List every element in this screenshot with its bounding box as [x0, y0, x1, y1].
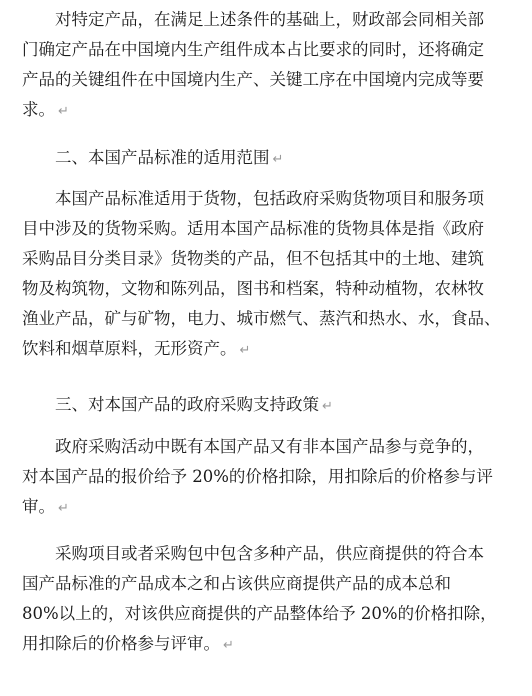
- text-line: 目中涉及的货物采购。适用本国产品标准的货物具体是指《政府: [22, 219, 484, 238]
- section-heading-scope: [22, 143, 510, 175]
- text-line: 用扣除后的价格参与评审。: [22, 634, 220, 653]
- paragraph-mark-icon: ↵: [239, 343, 251, 358]
- paragraph-mark-icon: ↵: [272, 152, 284, 167]
- text-line: 80%以上的，对该供应商提供的产品整体给予 20%的价格扣除，: [22, 604, 497, 623]
- text-line: 求。: [22, 100, 55, 119]
- heading-text: 三、对本国产品的政府采购支持政策: [55, 395, 319, 414]
- text-line: 采购项目或者采购包中包含多种产品，供应商提供的符合本: [55, 544, 484, 563]
- paragraph-scope-detail: [22, 184, 510, 366]
- text-line: 审。: [22, 497, 55, 516]
- section-heading-policy: [22, 390, 510, 422]
- paragraph-price-deduction: [22, 432, 510, 524]
- text-line: 门确定产品在中国境内生产组件成本占比要求的同时，还将确定: [22, 40, 484, 59]
- text-line: 对本国产品的报价给予 20%的价格扣除，用扣除后的价格参与评: [22, 467, 493, 486]
- paragraph-mark-icon: ↵: [58, 501, 69, 516]
- paragraph-multiple-products: [22, 539, 510, 661]
- text-line: 物及构筑物，文物和陈列品，图书和档案，特种动植物，农林牧: [22, 279, 484, 298]
- paragraph-mark-icon: ↵: [58, 104, 69, 119]
- text-line: 采购品目分类目录》货物类的产品，但不包括其中的土地、建筑: [22, 249, 484, 268]
- text-line: 饮料和烟草原料，无形资产。: [22, 339, 237, 358]
- text-line: 国产品标准的产品成本之和占该供应商提供产品的成本总和: [22, 574, 451, 593]
- text-line: 政府采购活动中既有本国产品又有非本国产品参与竞争的，: [55, 437, 484, 456]
- text-line: 渔业产品，矿与矿物，电力、城市燃气、蒸汽和热水、水，食品、: [22, 309, 501, 328]
- paragraph-mark-icon: ↵: [223, 638, 234, 653]
- paragraph-specific-products: [22, 5, 510, 127]
- text-line: 本国产品标准适用于货物，包括政府采购货物项目和服务项: [55, 189, 484, 208]
- text-line: 对特定产品，在满足上述条件的基础上，财政部会同相关部: [55, 10, 484, 29]
- text-line: 产品的关键组件在中国境内生产、关键工序在中国境内完成等要: [22, 70, 484, 89]
- heading-text: 二、本国产品标准的适用范围: [55, 148, 270, 167]
- paragraph-mark-icon: ↵: [322, 399, 333, 414]
